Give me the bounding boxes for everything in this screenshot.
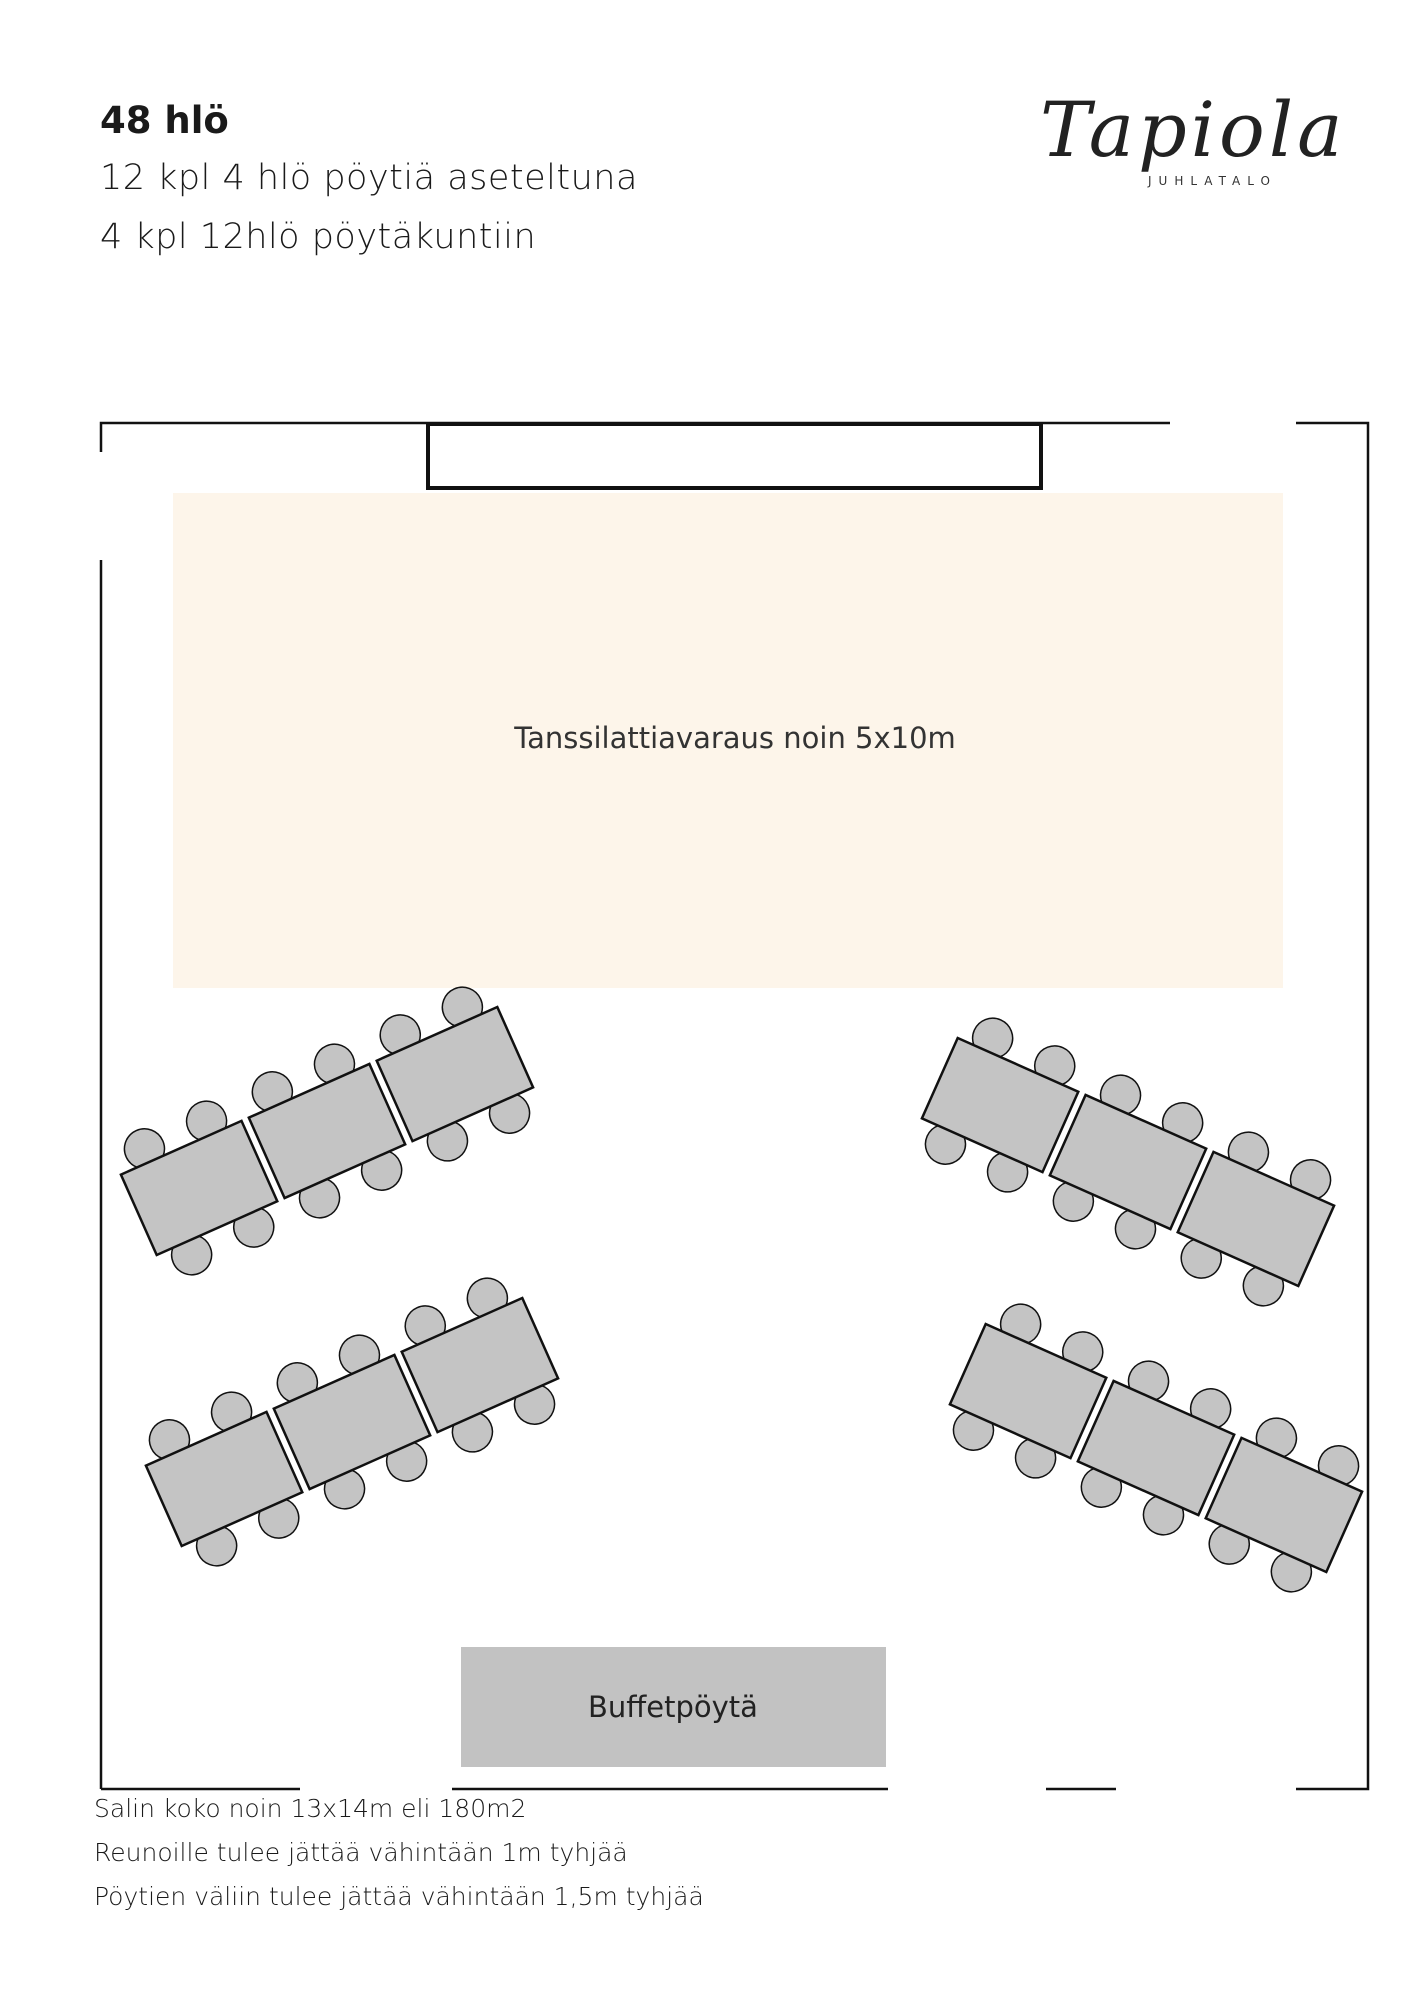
- table-group-lower-left: [132, 1267, 572, 1577]
- dance-floor-label: Tanssilattiavaraus noin 5x10m: [514, 721, 956, 755]
- note-table-space: Pöytien väliin tulee jättää vähintään 1,5m tyhjää: [94, 1882, 704, 1911]
- table-group-upper-left: [107, 976, 547, 1286]
- buffet-label: Buffetpöytä: [588, 1690, 758, 1724]
- stage: [428, 424, 1041, 488]
- note-room-size: Salin koko noin 13x14m eli 180m2: [94, 1794, 527, 1823]
- logo-subtitle: JUHLATALO: [1148, 174, 1277, 188]
- header-line-groups: 4 kpl 12hlö pöytäkuntiin: [100, 217, 537, 257]
- header-line-tables: 12 kpl 4 hlö pöytiä aseteltuna: [100, 158, 638, 198]
- table-group-upper-right: [908, 1007, 1348, 1317]
- note-edge-space: Reunoille tulee jättää vähintään 1m tyhjää: [94, 1838, 628, 1867]
- logo-script: Tapiola: [1040, 85, 1347, 174]
- table-group-lower-right: [936, 1293, 1376, 1603]
- guest-count-title: 48 hlö: [100, 99, 229, 142]
- footer-notes: [94, 1796, 704, 1928]
